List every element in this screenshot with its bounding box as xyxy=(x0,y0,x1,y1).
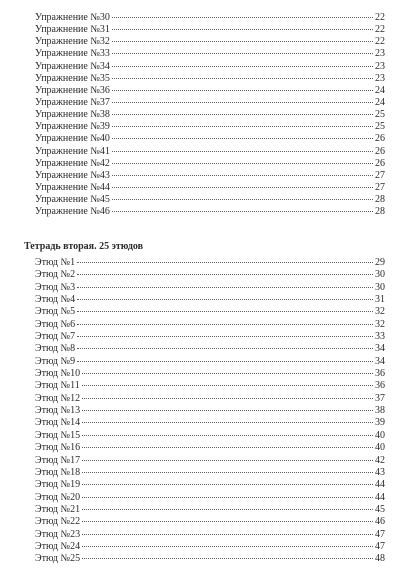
toc-entry-page: 32 xyxy=(375,318,385,330)
toc-entry-label: Упражнение №34 xyxy=(35,60,110,72)
toc-entry-label: Этюд №16 xyxy=(35,442,81,454)
dot-leader xyxy=(77,348,373,349)
toc-entry xyxy=(35,85,385,97)
toc-entry xyxy=(35,553,385,565)
toc-entry-page: 32 xyxy=(375,306,385,318)
toc-entry-page: 22 xyxy=(375,12,385,23)
toc-entry-page: 39 xyxy=(375,417,385,429)
toc-entry-label: Этюд №11 xyxy=(35,380,80,392)
dot-leader xyxy=(82,385,373,386)
dot-leader xyxy=(112,53,373,54)
toc-entry-page: 23 xyxy=(375,60,385,72)
toc-entry-label: Этюд №13 xyxy=(35,405,81,417)
toc-entry-page: 38 xyxy=(375,405,385,417)
dot-leader xyxy=(112,102,373,103)
toc-entry-page: 40 xyxy=(375,442,385,454)
section-heading: Тетрадь вторая. 25 этюдов xyxy=(24,241,144,252)
toc-entry xyxy=(35,48,385,60)
toc-entry xyxy=(35,417,385,429)
toc-entry xyxy=(35,269,385,281)
toc-entry-page: 46 xyxy=(375,516,385,528)
toc-entry-page: 24 xyxy=(375,96,385,108)
dot-leader xyxy=(112,187,373,188)
toc-entry-page: 44 xyxy=(375,491,385,503)
dot-leader xyxy=(112,211,373,212)
toc-entry-page: 29 xyxy=(375,257,385,268)
toc-entry xyxy=(35,529,385,541)
toc-entry-label: Этюд №22 xyxy=(35,516,81,528)
toc-entry-page: 26 xyxy=(375,145,385,157)
dot-leader xyxy=(77,361,373,362)
dot-leader xyxy=(77,311,373,312)
toc-entry xyxy=(35,182,385,194)
toc-entry xyxy=(35,430,385,442)
toc-entry-label: Этюд №8 xyxy=(35,343,76,355)
dot-leader xyxy=(82,460,373,461)
dot-leader xyxy=(82,521,373,522)
toc-entry-label: Упражнение №37 xyxy=(35,96,110,108)
toc-entry xyxy=(35,36,385,48)
toc-entry xyxy=(35,133,385,145)
toc-entry xyxy=(35,356,385,368)
toc-entry-label: Этюд №6 xyxy=(35,318,76,330)
toc-entry xyxy=(35,331,385,343)
toc-entry xyxy=(35,541,385,553)
toc-entry xyxy=(35,170,385,182)
dot-leader xyxy=(82,497,373,498)
toc-entry-label: Упражнение №30 xyxy=(35,12,110,23)
dot-leader xyxy=(82,546,373,547)
toc-entry xyxy=(35,24,385,36)
toc-entry-label: Этюд №5 xyxy=(35,306,76,318)
toc-entry-label: Этюд №14 xyxy=(35,417,81,429)
toc-entry-label: Упражнение №31 xyxy=(35,24,110,36)
toc-entry-page: 26 xyxy=(375,157,385,169)
toc-entry-page: 28 xyxy=(375,206,385,218)
toc-entry-label: Этюд №2 xyxy=(35,269,76,281)
toc-entry-page: 25 xyxy=(375,109,385,121)
toc-entry-label: Упражнение №35 xyxy=(35,72,110,84)
dot-leader xyxy=(77,324,373,325)
toc-entry-label: Упражнение №32 xyxy=(35,36,110,48)
dot-leader xyxy=(112,29,373,30)
toc-entry xyxy=(35,61,385,73)
toc-entry-page: 43 xyxy=(375,466,385,478)
toc-entry-page: 31 xyxy=(375,294,385,306)
dot-leader xyxy=(82,484,373,485)
toc-entry xyxy=(35,306,385,318)
toc-entry xyxy=(35,146,385,158)
toc-entry-page: 25 xyxy=(375,121,385,133)
toc-entry-page: 27 xyxy=(375,181,385,193)
dot-leader xyxy=(82,373,373,374)
toc-entry-page: 34 xyxy=(375,355,385,367)
toc-entry xyxy=(35,206,385,218)
toc-entry-label: Упражнение №43 xyxy=(35,169,110,181)
dot-leader xyxy=(112,126,373,127)
toc-entry-label: Упражнение №38 xyxy=(35,109,110,121)
toc-entry-label: Упражнение №40 xyxy=(35,133,110,145)
dot-leader xyxy=(112,66,373,67)
toc-entry xyxy=(35,467,385,479)
dot-leader xyxy=(112,199,373,200)
toc-entry-label: Этюд №19 xyxy=(35,479,81,491)
toc-entry xyxy=(35,504,385,516)
toc-entry xyxy=(35,516,385,528)
toc-entry-page: 30 xyxy=(375,269,385,281)
toc-entry xyxy=(35,257,385,269)
dot-leader xyxy=(112,151,373,152)
dot-leader xyxy=(112,17,373,18)
toc-entry xyxy=(35,380,385,392)
toc-entry-page: 22 xyxy=(375,36,385,48)
toc-entry xyxy=(35,442,385,454)
toc-entry xyxy=(35,73,385,85)
dot-leader xyxy=(77,262,373,263)
toc-entry xyxy=(35,194,385,206)
toc-entry-page: 23 xyxy=(375,48,385,60)
toc-entry-label: Этюд №7 xyxy=(35,331,76,343)
toc-entry-page: 48 xyxy=(375,553,385,565)
dot-leader xyxy=(82,435,373,436)
toc-entry-page: 33 xyxy=(375,331,385,343)
toc-entry-label: Этюд №24 xyxy=(35,540,81,552)
dot-leader xyxy=(112,114,373,115)
dot-leader xyxy=(112,78,373,79)
dot-leader xyxy=(77,287,373,288)
toc-entry-page: 44 xyxy=(375,479,385,491)
dot-leader xyxy=(82,398,373,399)
dot-leader xyxy=(77,336,373,337)
toc-entry-label: Этюд №23 xyxy=(35,528,81,540)
toc-entry-label: Упражнение №45 xyxy=(35,194,110,206)
toc-entry-page: 40 xyxy=(375,429,385,441)
toc-entry xyxy=(35,479,385,491)
toc-entry-label: Этюд №18 xyxy=(35,466,81,478)
toc-entry-page: 45 xyxy=(375,503,385,515)
dot-leader xyxy=(77,274,373,275)
toc-entry-label: Этюд №17 xyxy=(35,454,81,466)
toc-entry-label: Этюд №25 xyxy=(35,553,81,565)
toc-entry-label: Упражнение №33 xyxy=(35,48,110,60)
toc-entry-page: 22 xyxy=(375,24,385,36)
toc-entry-page: 42 xyxy=(375,454,385,466)
toc-entry xyxy=(35,405,385,417)
toc-entry xyxy=(35,343,385,355)
toc-entry-page: 24 xyxy=(375,84,385,96)
toc-entry-label: Этюд №21 xyxy=(35,503,81,515)
toc-entry-label: Этюд №9 xyxy=(35,355,76,367)
toc-entry xyxy=(35,492,385,504)
dot-leader xyxy=(82,447,373,448)
toc-entry-page: 30 xyxy=(375,281,385,293)
toc-entry xyxy=(35,158,385,170)
toc-entry xyxy=(35,282,385,294)
dot-leader xyxy=(112,163,373,164)
toc-entry-page: 34 xyxy=(375,343,385,355)
dot-leader xyxy=(112,90,373,91)
toc-entry xyxy=(35,97,385,109)
toc-entry-page: 47 xyxy=(375,540,385,552)
toc-entry-label: Этюд №12 xyxy=(35,392,81,404)
toc-entry-label: Этюд №15 xyxy=(35,429,81,441)
toc-entry-label: Упражнение №46 xyxy=(35,206,110,218)
dot-leader xyxy=(112,175,373,176)
toc-entry-label: Упражнение №41 xyxy=(35,145,110,157)
toc-entry-label: Этюд №3 xyxy=(35,281,76,293)
toc-entry-page: 28 xyxy=(375,194,385,206)
dot-leader xyxy=(82,509,373,510)
toc-entry-label: Этюд №1 xyxy=(35,257,76,268)
toc-entry xyxy=(35,319,385,331)
toc-entry-page: 47 xyxy=(375,528,385,540)
toc-entry-label: Этюд №20 xyxy=(35,491,81,503)
dot-leader xyxy=(82,472,373,473)
toc-entry-label: Упражнение №44 xyxy=(35,181,110,193)
toc-entry xyxy=(35,455,385,467)
exercises-list xyxy=(35,12,385,218)
toc-entry-label: Упражнение №36 xyxy=(35,84,110,96)
dot-leader xyxy=(77,299,373,300)
dot-leader xyxy=(82,410,373,411)
toc-entry-page: 36 xyxy=(375,380,385,392)
dot-leader xyxy=(112,41,373,42)
toc-entry-page: 23 xyxy=(375,72,385,84)
toc-entry-page: 37 xyxy=(375,392,385,404)
dot-leader xyxy=(82,534,373,535)
toc-entry-label: Этюд №4 xyxy=(35,294,76,306)
toc-entry xyxy=(35,393,385,405)
etudes-list xyxy=(35,257,385,566)
toc-entry xyxy=(35,12,385,24)
dot-leader xyxy=(82,422,373,423)
dot-leader xyxy=(112,138,373,139)
dot-leader xyxy=(82,558,373,559)
toc-entry-page: 26 xyxy=(375,133,385,145)
toc-entry-label: Этюд №10 xyxy=(35,368,81,380)
toc-entry-label: Упражнение №42 xyxy=(35,157,110,169)
toc-entry xyxy=(35,109,385,121)
toc-entry xyxy=(35,121,385,133)
toc-entry-page: 36 xyxy=(375,368,385,380)
toc-entry xyxy=(35,294,385,306)
toc-entry-page: 27 xyxy=(375,169,385,181)
toc-entry-label: Упражнение №39 xyxy=(35,121,110,133)
toc-entry xyxy=(35,368,385,380)
